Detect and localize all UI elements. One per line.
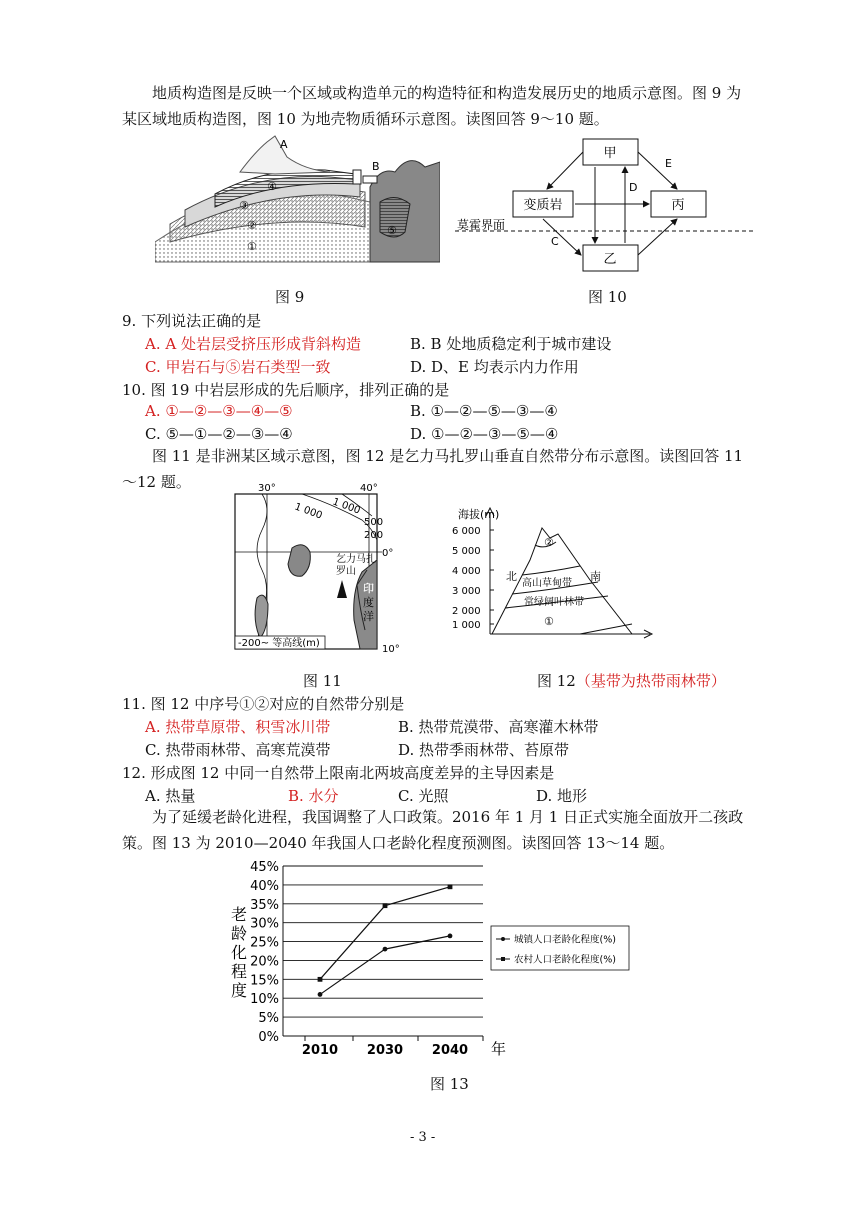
q12-option-d: D. 地形	[536, 787, 588, 805]
fig11-lon-30: 30°	[258, 483, 276, 494]
q10-option-d: D. ①—②—③—⑤—④	[410, 425, 559, 443]
legend-label: 城镇人口老龄化程度(%)	[514, 934, 616, 946]
figure-10-caption: 图 10	[588, 288, 627, 306]
figure-11-africa-map	[232, 480, 412, 655]
figure-10-rock-cycle	[455, 135, 755, 275]
q12-option-c: C. 光照	[398, 787, 449, 805]
y-tick-label: 10%	[250, 992, 279, 1008]
data-point	[318, 992, 323, 997]
y-axis-label-char: 老	[230, 905, 248, 924]
fig10-label-c: C	[551, 235, 559, 248]
y-axis-label-char: 化	[230, 943, 248, 962]
q10-option-b: B. ①—②—⑤—③—④	[410, 402, 558, 420]
fig11-contour-500: 500	[364, 517, 384, 528]
fig12-tick-6000: 6 000	[452, 526, 481, 537]
intro-paragraph-1: 地质构造图是反映一个区域或构造单元的构造特征和构造发展历史的地质示意图。图 9 为某区域地质构造图，图 10 为地壳物质循环示意图。读图回答 9～10 题。	[122, 84, 742, 128]
q9-stem: 9. 下列说法正确的是	[122, 312, 262, 330]
y-tick-label: 30%	[250, 916, 279, 932]
fig10-box-right: 丙	[671, 198, 685, 213]
figure-9-geologic-structure	[155, 132, 440, 267]
fig11-ocean-label-3: 洋	[363, 610, 374, 623]
x-tick-label: 2010	[301, 1043, 339, 1058]
x-axis-label: 年	[491, 1040, 507, 1058]
q11-stem: 11. 图 12 中序号①②对应的自然带分别是	[122, 695, 405, 713]
intro-paragraph-3: 为了延缓老龄化进程，我国调整了人口政策。2016 年 1 月 1 日正式实施全面放开二孩政策。图 13 为 2010—2040 年我国人口老龄化程度预测图。读图回答 13～14 题。	[122, 808, 744, 852]
y-tick-label: 35%	[250, 897, 279, 913]
fig11-mountain-label-2: 罗山	[336, 566, 356, 577]
figure-12-caption	[537, 670, 726, 691]
fig9-layer-3: ③	[239, 199, 249, 212]
q10-option-a: A. ①—②—③—④—⑤	[145, 402, 293, 420]
data-point	[448, 933, 453, 938]
series-line-2	[320, 887, 450, 980]
fig11-mountain-label: 乞力马扎	[336, 554, 376, 565]
fig11-contour-200: 200	[364, 530, 384, 541]
fig12-y-label: 海拔(m)	[458, 508, 500, 521]
fig11-contour-1000b: 1 000	[330, 496, 362, 517]
q9-option-b: B. B 处地质稳定利于城市建设	[410, 335, 612, 353]
fig12-tick-2000: 2 000	[452, 606, 481, 617]
legend-marker	[501, 937, 505, 941]
data-point	[383, 947, 388, 952]
y-tick-label: 15%	[250, 973, 279, 989]
fig12-south: 南	[590, 570, 601, 583]
fig12-tick-1000: 1 000	[452, 620, 481, 631]
fig10-label-e: E	[665, 157, 672, 170]
q9-option-a: A. A 处岩层受挤压形成背斜构造	[145, 335, 361, 353]
fig12-north: 北	[506, 570, 517, 583]
q12-stem: 12. 形成图 12 中同一自然带上限南北两坡高度差异的主导因素是	[122, 764, 555, 782]
y-axis-label-char: 程	[230, 962, 248, 981]
fig11-contour-1000a: 1 000	[292, 501, 324, 522]
intro-paragraph-2: 图 11 是非洲某区域示意图，图 12 是乞力马扎罗山垂直自然带分布示意图。读图回答 11～12 题。	[122, 447, 744, 491]
y-tick-label: 5%	[258, 1011, 279, 1027]
q11-option-b: B. 热带荒漠带、高寒灌木林带	[398, 718, 599, 736]
y-tick-label: 25%	[250, 935, 279, 951]
figure-12-caption-text: 图 12	[537, 672, 576, 690]
q12-option-a: A. 热量	[145, 787, 196, 805]
fig12-num-1: ①	[544, 615, 554, 628]
fig11-ocean-label-2: 度	[363, 596, 374, 609]
series-line-1	[320, 936, 450, 995]
y-tick-label: 40%	[250, 878, 279, 894]
fig10-label-d: D	[629, 181, 638, 194]
x-tick-label: 2030	[366, 1043, 404, 1058]
q11-option-d: D. 热带季雨林带、苔原带	[398, 741, 570, 759]
y-tick-label: 20%	[250, 954, 279, 970]
fig12-ticks	[490, 530, 494, 624]
fig12-num-2: ②	[544, 536, 554, 549]
page-number: - 3 -	[410, 1130, 436, 1145]
fig10-box-top: 甲	[603, 146, 617, 161]
fig10-box-bottom: 乙	[603, 252, 617, 267]
legend-marker	[501, 957, 505, 961]
fig9-layer-4: ④	[267, 180, 277, 193]
q10-option-c: C. ⑤—①—②—③—④	[145, 425, 293, 443]
legend-label: 农村人口老龄化程度(%)	[514, 954, 616, 966]
y-axis-label-char: 龄	[230, 924, 248, 943]
data-point	[448, 884, 453, 889]
figure-9-caption: 图 9	[275, 288, 305, 306]
figure-12-mountain-zones	[450, 500, 660, 645]
q9-option-c: C. 甲岩石与⑤岩石类型一致	[145, 358, 331, 376]
q11-option-a: A. 热带草原带、积雪冰川带	[145, 718, 331, 736]
q11-option-c: C. 热带雨林带、高寒荒漠带	[145, 741, 331, 759]
y-tick-label: 0%	[258, 1030, 279, 1045]
fig9-label-a: A	[280, 138, 288, 151]
fig9-layer-2: ②	[247, 219, 257, 232]
q10-stem: 10. 图 19 中岩层形成的先后顺序，排列正确的是	[122, 381, 450, 399]
data-point	[383, 903, 388, 908]
data-point	[318, 977, 323, 982]
y-axis-label-char: 度	[230, 981, 248, 1000]
x-tick-label: 2040	[431, 1043, 469, 1058]
fig12-band-meadow: 高山草甸带	[522, 578, 572, 589]
fig11-ocean-label: 印	[363, 582, 374, 595]
fig12-tick-5000: 5 000	[452, 546, 481, 557]
figure-13-aging-chart	[225, 858, 635, 1063]
fig11-legend: -200~ 等高线(m)	[238, 638, 320, 649]
y-tick-label: 45%	[250, 860, 279, 875]
figure-12-caption-note: （基带为热带雨林带）	[575, 672, 726, 690]
fig9-label-b: B	[372, 160, 380, 173]
fig9-layer-5: ⑤	[387, 224, 397, 237]
figure-11-caption: 图 11	[303, 672, 342, 690]
fig9-layer-1: ①	[247, 240, 257, 253]
fig11-lat-10: 10°	[382, 644, 400, 655]
fig12-tick-4000: 4 000	[452, 566, 481, 577]
fig11-lat-0: 0°	[382, 548, 394, 559]
fig12-tick-3000: 3 000	[452, 586, 481, 597]
fig11-lon-40: 40°	[360, 483, 378, 494]
fig12-band-forest: 常绿阔叶林带	[524, 597, 584, 608]
q9-option-d: D. D、E 均表示内力作用	[410, 358, 579, 376]
figure-13-caption: 图 13	[430, 1075, 469, 1093]
q12-option-b: B. 水分	[288, 787, 339, 805]
fig10-moho-label: 莫霍界面	[457, 218, 506, 232]
fig10-box-left: 变质岩	[523, 198, 563, 213]
